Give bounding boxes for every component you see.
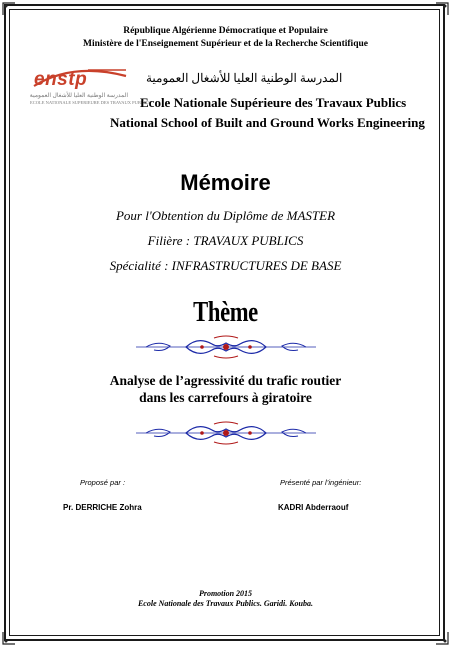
presented-by-label: Présenté par l’ingénieur: bbox=[280, 478, 362, 487]
flourish-bottom-icon bbox=[126, 420, 326, 446]
enstp-logo bbox=[28, 66, 151, 112]
corner-ornament-top-left bbox=[2, 2, 16, 16]
footer-school-line: Ecole Nationale des Travaux Publics. Garidi. Kouba. bbox=[137, 599, 314, 608]
specialite-line: Spécialité : INFRASTRUCTURES DE BASE bbox=[109, 258, 342, 273]
author-name: KADRI Abderraouf bbox=[278, 503, 349, 512]
document-type-title: Mémoire bbox=[180, 170, 271, 195]
corner-ornament-bottom-left bbox=[2, 631, 16, 645]
corner-ornament-top-right bbox=[435, 2, 449, 16]
promotion-year: Promotion 2015 bbox=[198, 589, 253, 598]
supervisor-name: Pr. DERRICHE Zohra bbox=[63, 503, 142, 512]
logo-arabic-caption: المدرسة الوطنية العليا للأشغال العمومية bbox=[29, 93, 128, 99]
school-name-french: Ecole Nationale Supérieure des Travaux Publics bbox=[140, 95, 407, 110]
logo-brand-text: enstp bbox=[34, 69, 88, 90]
republic-heading: République Algérienne Démocratique et Populaire bbox=[123, 26, 328, 36]
top-ornament bbox=[0, 334, 451, 360]
degree-purpose: Pour l'Obtention du Diplôme de MASTER bbox=[115, 208, 336, 223]
bottom-ornament bbox=[0, 420, 451, 446]
flourish-top-icon bbox=[126, 334, 326, 360]
theme-heading: Thème bbox=[193, 296, 258, 328]
school-name-arabic: المدرسة الوطنية العليا للأشغال العمومية bbox=[146, 71, 343, 85]
filiere-line: Filière : TRAVAUX PUBLICS bbox=[147, 233, 304, 248]
subject-line-2: dans les carrefours à giratoire bbox=[139, 390, 312, 405]
ministry-heading: Ministère de l'Enseignement Supérieur et de la Recherche Scientifique bbox=[83, 39, 368, 49]
logo-small-caption: ECOLE NATIONALE SUPERIEURE DES TRAVAUX PUBLICS bbox=[30, 100, 151, 105]
corner-ornament-bottom-right bbox=[435, 631, 449, 645]
proposed-by-label: Proposé par : bbox=[80, 478, 126, 487]
school-name-english: National School of Built and Ground Works Engineering bbox=[110, 115, 425, 130]
subject-line-1: Analyse de l’agressivité du trafic routier bbox=[109, 373, 342, 388]
